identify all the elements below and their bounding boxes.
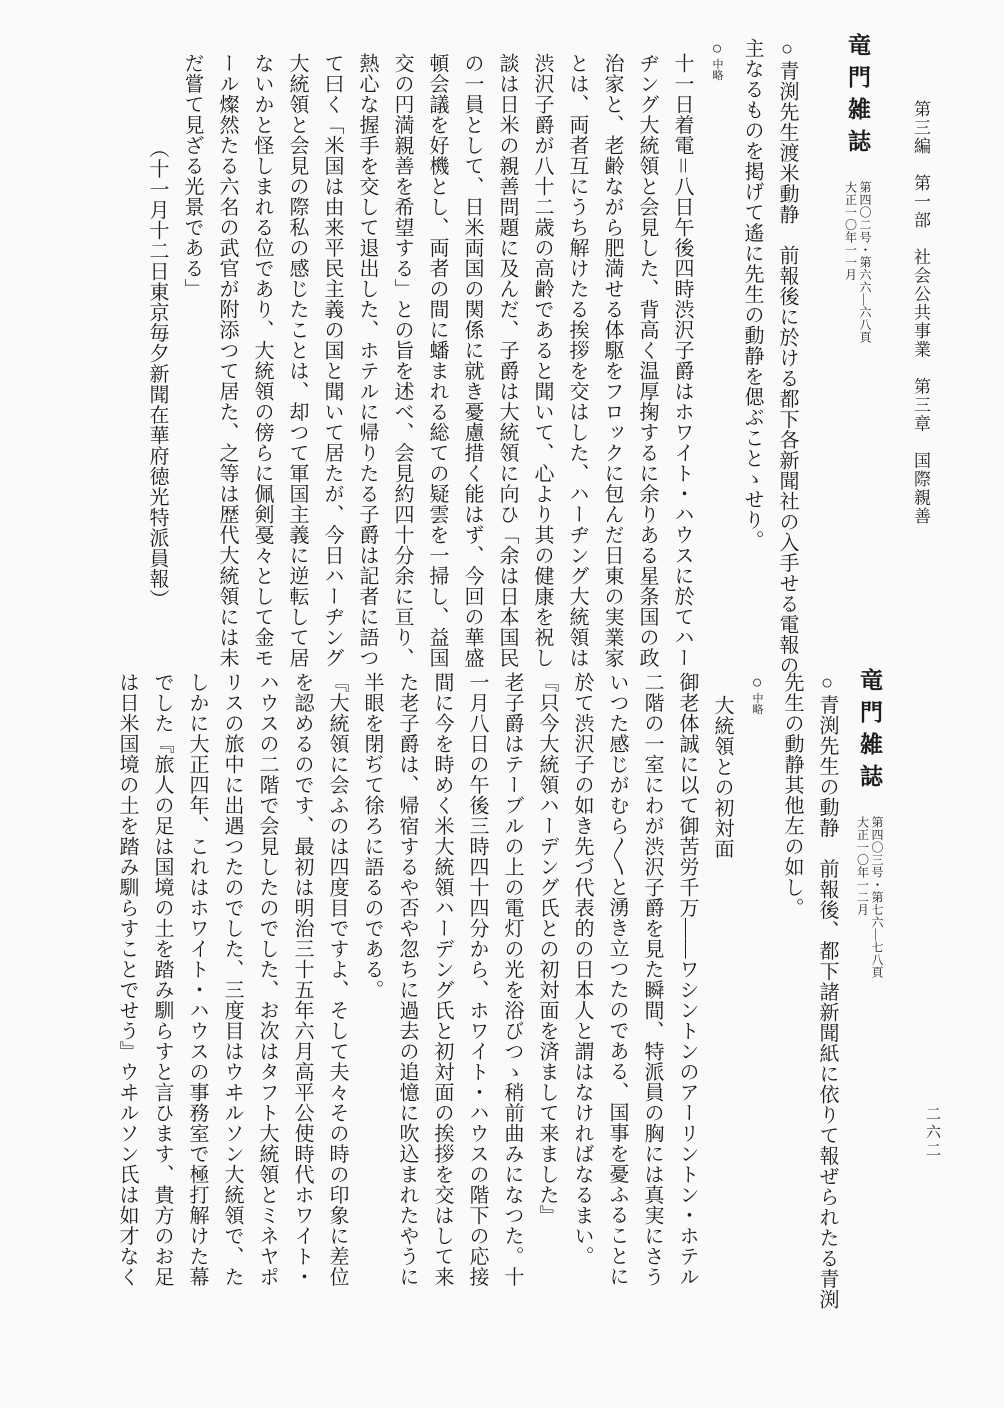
top-title-block <box>841 33 874 344</box>
text-column: ハウスの二階で会見したのでした、お次はタフト大統領とミネヤポ <box>256 672 278 1287</box>
text-column: リスの旅中に出遇つたのでした、三度目はウヰルソン大統領で、た <box>221 672 243 1287</box>
ellipsis-marker <box>699 38 734 683</box>
intro-column: ○青渕先生の動静 前報後、都下諸新聞紙に依りて報ぜられたる青渕 <box>816 672 838 1310</box>
text-column: ール燦然たる六名の武官が附添つて居た、之等は歴代大統領には未 <box>216 53 238 668</box>
text-column: ないかと怪しまれる位であり、大統領の傍らに佩剣戞々として金モ <box>251 53 273 668</box>
page-number: 二六二 <box>924 1106 940 1160</box>
text-column: 御老体誠に以て御苦労千万――ワシントンのアーリントン・ホテル <box>676 672 698 1287</box>
running-header: 第三編 第一部 社会公共事業 第三章 国際親善 <box>911 100 930 526</box>
text-column: しかに大正四年、これはホワイト・ハウスの事務室で極打解けた幕 <box>186 672 208 1287</box>
journal-title: 竜門雑誌 <box>857 668 882 796</box>
article-body <box>174 38 699 683</box>
issue-info <box>843 181 872 344</box>
text-column: 二階の一室にわが渋沢子爵を見た瞬間、特派員の胸には真実にさう <box>641 672 663 1287</box>
text-column: 間に今を時めく米大統領ハーデング氏と初対面の挨拶を交はして来 <box>431 672 453 1287</box>
text-column: 渋沢子爵が八十二歳の高齢であると聞いて、心より其の健康を祝し <box>531 53 553 668</box>
ellipsis-circle: ○ <box>707 38 727 59</box>
text-column: 一月八日の午後三時四十四分から、ホワイト・ハウスの階下の応接 <box>466 672 488 1287</box>
text-column: とは、両者互にうち解けたる挨拶を交はした、ハーヂング大統領は <box>566 53 588 668</box>
bottom-title-block <box>853 668 886 979</box>
text-column: 『大統領に会ふのは四度目ですよ、そして夫々その時の印象に差位 <box>326 672 348 1287</box>
text-column: た老子爵は、帰宿するや否や忽ちに過去の追憶に吹込まれたやうに <box>396 672 418 1287</box>
issue-number: 第四〇二号・第六六―六八頁 <box>858 181 872 344</box>
issue-number: 第四〇三号・第七六―七八頁 <box>870 816 884 979</box>
text-column: 交の円満親善を希望する」との旨を述べ、会見約四十分余に亘り、 <box>391 53 413 668</box>
text-column: 頓会議を好機とし、両者の間に蟠まれる総ての疑雲を一掃し、益国 <box>426 53 448 668</box>
issue-info <box>855 816 884 979</box>
top-article <box>139 38 804 683</box>
source-credit: （十一月十二日東京毎夕新聞在華府徳光特派員報） <box>146 138 168 610</box>
text-column: 談は日米の親善問題に及んだ、子爵は大統領に向ひ「余は日本国民 <box>496 53 518 668</box>
ellipsis-circle: ○ <box>747 672 767 693</box>
ellipsis-label: 中略 <box>751 692 763 715</box>
section-subheading: 大統領との初対面 <box>711 695 733 859</box>
text-column: 十一日着電＝八日午後四時渋沢子爵はホワイト・ハウスに於てハー <box>671 53 693 668</box>
article-body <box>109 672 704 1322</box>
bottom-article <box>109 672 844 1322</box>
intro-column: 先生の動静其他左の如し。 <box>781 672 803 918</box>
text-column: だ嘗て見ざる光景である」 <box>181 53 203 299</box>
text-column: 半眼を閉ぢて徐ろに語るのである。 <box>361 672 383 1000</box>
text-column: いつた感じがむら〳〵と湧き立つたのである、国事を憂ふることに <box>606 672 628 1287</box>
journal-title: 竜門雑誌 <box>845 33 870 161</box>
text-column: でした『旅人の足は国境の土を踏み馴らすと言ひます、貴方のお足 <box>151 672 173 1287</box>
text-column: 大統領と会見の際私の感じたことは、却つて軍国主義に逆転して居 <box>286 53 308 668</box>
text-column: 『只今大統領ハーデング氏との初対面を済まして来ました』 <box>536 672 558 1226</box>
issue-date: 大正一〇年一一月 <box>843 181 858 281</box>
issue-date: 大正一〇年一二月 <box>855 816 870 916</box>
ellipsis-label: 中略 <box>711 58 723 81</box>
text-column: 老子爵はテーブルの上の電灯の光を浴びつゝ稍前曲みになつた。十 <box>501 672 523 1287</box>
text-column: 於て渋沢子の如き先づ代表的の日本人と謂はなければなるまい。 <box>571 672 593 1267</box>
intro-column: 主なるものを掲げて遙に先生の動静を偲ぶことゝせり。 <box>741 38 763 551</box>
ellipsis-marker <box>739 672 774 1322</box>
text-column: は日米国境の土を踏み馴らすことでせう』ウヰルソン氏は如才なく <box>116 672 138 1287</box>
intro-column: ○青渕先生渡米動静 前報後に於ける都下各新聞社の入手せる電報の <box>776 38 798 676</box>
text-column: 熱心な握手を交して退出した、ホテルに帰りたる子爵は記者に語つ <box>356 53 378 668</box>
text-column: ヂング大統領と会見した、背高く温厚掬するに余りある星条国の政 <box>636 53 658 668</box>
text-column: の一員として、日米両国の関係に就き憂慮措く能はず、今回の華盛 <box>461 53 483 668</box>
text-column: 治家と、老齢ながら肥満せる体駆をフロックに包んだ日東の実業家 <box>601 53 623 668</box>
text-column: を認めるのです、最初は明治三十五年六月高平公使時代ホワイト・ <box>291 672 313 1287</box>
text-column: て曰く「米国は由来平民主義の国と聞いて居たが、今日ハーヂング <box>321 53 343 668</box>
